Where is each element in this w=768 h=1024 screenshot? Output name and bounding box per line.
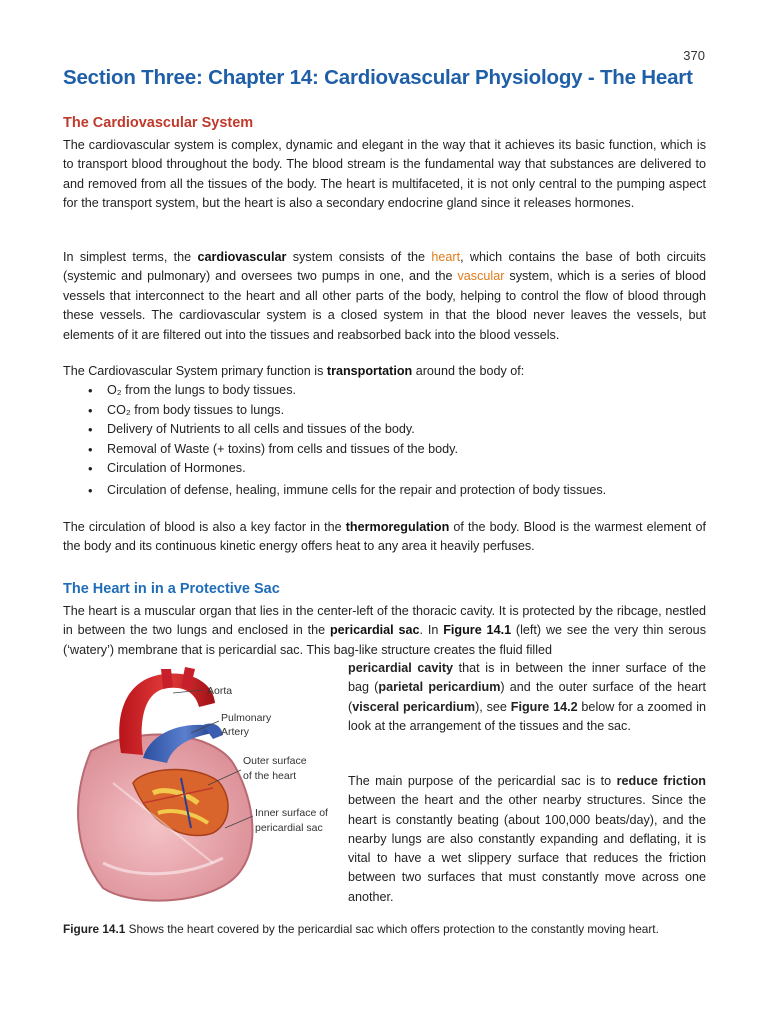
paragraph-thermoregulation: The circulation of blood is also a key factor in the thermoregulation of the body. Blood is the warmest element of the body and its continuous kinetic energy offers heat to any area it heavily perfuses. (63, 520, 707, 554)
label-pericardial-sac: pericardial sac (255, 822, 323, 834)
section-heading-cardiovascular-system: The Cardiovascular System (63, 115, 254, 131)
highlight-heart: heart (431, 250, 461, 264)
list-item: • Delivery of Nutrients to all cells and tissues of the body. (63, 420, 703, 440)
paragraph-heart-muscular-organ: The heart is a muscular organ that lies in the center-left of the thoracic cavity. It is protected by the ribcage, nestled in between the two lungs and enclosed in the pericardial sac. In Figure 14.1 (left) we see the very thin serous (‘watery’) membrane that is pericardial sac. This bag-like structure creates the fluid filled (63, 604, 706, 657)
paragraph-reduce-friction: The main purpose of the pericardial sac is to reduce friction between the heart and the other nearby structures. Since the heart is constantly beating (about 100,000 beats/day), and the nearby lungs are also constantly expanding and deflating, it is vital to have a wet slippery surface that reduces the friction between two surfaces that must constantly move across one another. (348, 774, 706, 904)
paragraph-primary-function: The Cardiovascular System primary function is transportation around the body of: (63, 364, 525, 378)
list-item: • CO₂ from body tissues to lungs. (63, 401, 703, 421)
paragraph-intro: The cardiovascular system is complex, dynamic and elegant in the way that it achieves its basic function, which is to transport blood throughout the body. The blood stream is the fundamental way that substances are delivered to and removed from all the tissues of the body. The heart is multifaceted, it is not only central to the pumping aspect for the transport system, but the heart is also a secondary endocrine gland since it releases hormones. (63, 138, 706, 211)
function-list (63, 381, 703, 501)
label-aorta: Aorta (207, 685, 233, 697)
highlight-vascular: vascular (457, 269, 505, 284)
label-of-the-heart: of the heart (243, 770, 297, 782)
paragraph-simplest-terms: In simplest terms, the cardiovascular system consists of the heart, which contains the base of both circuits (systemic and pulmonary) and oversees two pumps in one, and the vascular system, which is a series of blood vessels that interconnect to the heart and all other parts of the body, helping to control the flow of blood through these vessels. The cardiovascular system is a closed system in that the blood never leaves the vessels, but elements of it are filtered out into the tissues and reabsorbed back into the blood vessels. (63, 250, 706, 342)
label-pulmonary: Pulmonary (221, 712, 272, 724)
list-item: • Circulation of defense, healing, immune cells for the repair and protection of body tissues. (63, 481, 703, 501)
heart-illustration (63, 663, 345, 908)
section-heading-protective-sac: The Heart in in a Protective Sac (63, 581, 280, 597)
list-item: • Removal of Waste (+ toxins) from cells and tissues of the body. (63, 440, 703, 460)
label-artery: Artery (221, 726, 250, 738)
label-inner-surface: Inner surface of (255, 807, 328, 819)
heart-figure (63, 663, 345, 908)
list-item: • O₂ from the lungs to body tissues. (63, 381, 703, 401)
paragraph-pericardial-cavity: pericardial cavity that is in between the inner surface of the bag (parietal pericardium) and the outer surface of the heart (visceral pericardium), see Figure 14.2 below for a zoomed in look at the arrangement of the tissues and the sac. (348, 661, 707, 733)
page-number: 370 (683, 48, 705, 63)
figure-caption: Figure 14.1 Shows the heart covered by the pericardial sac which offers protection to the constantly moving heart. (63, 922, 659, 936)
page-title: Section Three: Chapter 14: Cardiovascular Physiology - The Heart (63, 66, 693, 89)
list-item: • Circulation of Hormones. (63, 459, 703, 479)
label-outer-surface: Outer surface (243, 755, 307, 767)
